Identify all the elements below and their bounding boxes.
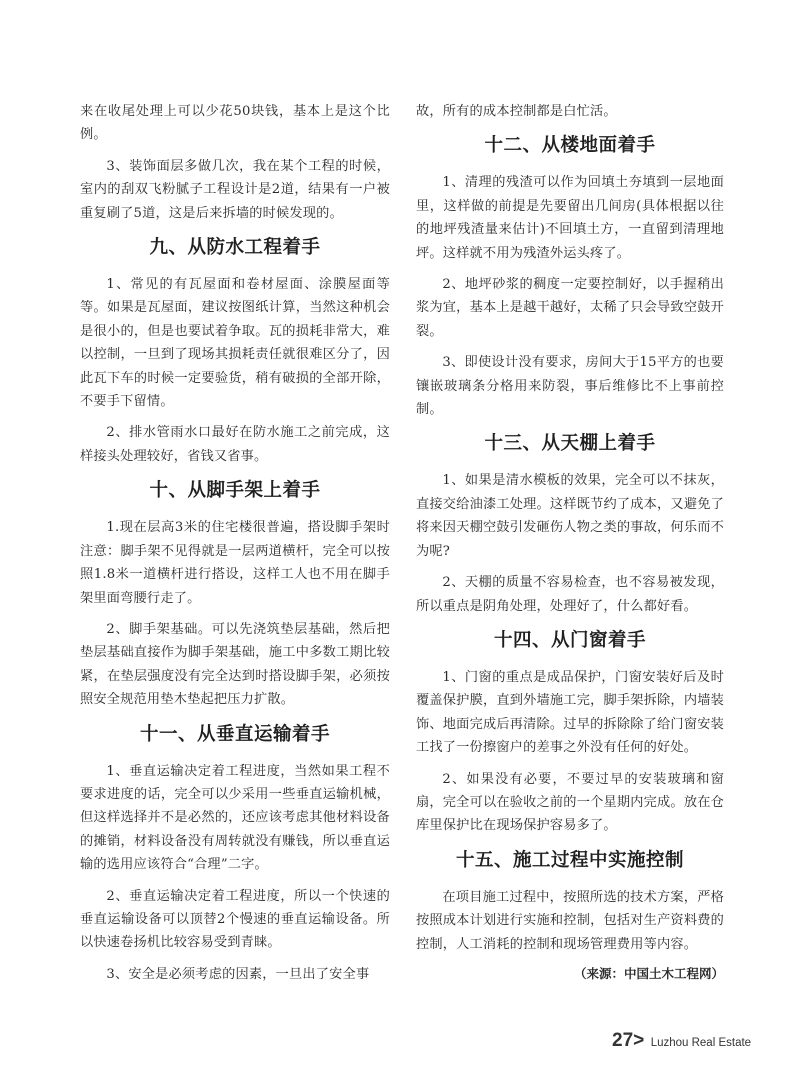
paragraph: 2、排水管雨水口最好在防水施工之前完成，这样接头处理较好，省钱又省事。: [80, 425, 390, 464]
page-footer: [612, 1030, 772, 1052]
paragraph: 来在收尾处理上可以少花50块钱，基本上是这个比例。: [80, 104, 390, 143]
right-column: [416, 100, 724, 982]
paragraph: 2、垂直运输决定着工程进度，所以一个快速的垂直运输设备可以顶替2个慢速的垂直运输设备。所以快速卷扬机比较容易受到青睐。: [80, 888, 390, 951]
paragraph: 2、如果没有必要，不要过早的安装玻璃和窗扇，完全可以在验收之前的一个星期内完成。放在仓库里保护比在现场保护容易多了。: [416, 771, 724, 834]
section-heading: 十二、从楼地面着手: [484, 135, 656, 157]
paragraph: 故，所有的成本控制都是白忙活。: [416, 104, 617, 119]
paragraph: 1、门窗的重点是成品保护，门窗安装好后及时覆盖保护膜，直到外墙施工完，脚手架拆除，内墙装饰、地面完成后再清除。过早的拆除除了给门窗安装工找了一份擦窗户的差事之外没有任何的好处。: [416, 669, 724, 756]
paragraph: 1、垂直运输决定着工程进度，当然如果工程不要求进度的话，完全可以少采用一些垂直运输机械，但这样选择并不是必然的，还应该考虑其他材料设备的摊销，材料设备没有周转就没有赚钱，所以垂直运输的选用应该符合“合理”二字。: [80, 763, 390, 873]
source-credit: （来源：中国土木工程网）: [573, 965, 724, 981]
paragraph: 1、清理的残渣可以作为回填土夯填到一层地面里，这样做的前提是先要留出几间房(具体根据以往的地坪残渣量来估计)不回填土方，一直留到清理地坪。这样就不用为残渣外运头疼了。: [416, 175, 724, 261]
paragraph: 在项目施工过程中，按照所选的技术方案，严格按照成本计划进行实施和控制，包括对生产资料费的控制，人工消耗的控制和现场管理费用等内容。: [416, 889, 724, 952]
paragraph: 2、脚手架基础。可以先浇筑垫层基础，然后把垫层基础直接作为脚手架基础，施工中多数工期比较紧，在垫层强度没有完全达到时搭设脚手架，必须按照安全规范用垫木垫起把压力扩散。: [80, 621, 390, 708]
section-heading: 十四、从门窗着手: [493, 629, 646, 651]
paragraph: 2、地坪砂浆的稠度一定要控制好，以手握稍出浆为宜，基本上是越干越好，太稀了只会导致空鼓开裂。: [416, 277, 724, 339]
paragraph: 3、安全是必须考虑的因素，一旦出了安全事: [106, 966, 370, 982]
section-heading: 十五、施工过程中实施控制: [455, 849, 684, 871]
magazine-brand: Luzhou Real Estate: [650, 1037, 752, 1049]
paragraph: 2、天棚的质量不容易检查，也不容易被发现，所以重点是阴角处理，处理好了，什么都好看。: [416, 575, 724, 614]
paragraph: 1、常见的有瓦屋面和卷材屋面、涂膜屋面等等。如果是瓦屋面，建议按图纸计算，当然这种机会是很小的，但是也要试着争取。瓦的损耗非常大，难以控制，一旦到了现场其损耗责任就很难区分了，因此瓦下车的时候一定要验货，稍有破损的全部开除，不要手下留情。: [80, 277, 390, 410]
left-column: [80, 100, 390, 994]
section-heading: 十三、从天棚上着手: [484, 433, 656, 455]
paragraph: 3、即使设计没有要求，房间大于15平方的也要镶嵌玻璃条分格用来防裂，事后维修比不上事前控制。: [416, 355, 724, 418]
section-heading: 十一、从垂直运输着手: [139, 723, 330, 745]
section-heading: 九、从防水工程着手: [149, 237, 321, 259]
page-number: 27>: [612, 1030, 645, 1051]
section-heading: 十、从脚手架上着手: [149, 480, 321, 502]
paragraph: 1.现在层高3米的住宅楼很普遍，搭设脚手架时注意：脚手架不见得就是一层两道横杆，完全可以按照1.8米一道横杆进行搭设，这样工人也不用在脚手架里面弯腰行走了。: [80, 520, 390, 606]
paragraph: 1、如果是清水模板的效果，完全可以不抹灰，直接交给油漆工处理。这样既节约了成本，又避免了将来因天棚空鼓引发砸伤人物之类的事故，何乐而不为呢?: [416, 473, 724, 559]
paragraph: 3、装饰面层多做几次，我在某个工程的时候，室内的刮双飞粉腻子工程设计是2道，结果有一户被重复刷了5道，这是后来拆墙的时候发现的。: [80, 158, 390, 221]
